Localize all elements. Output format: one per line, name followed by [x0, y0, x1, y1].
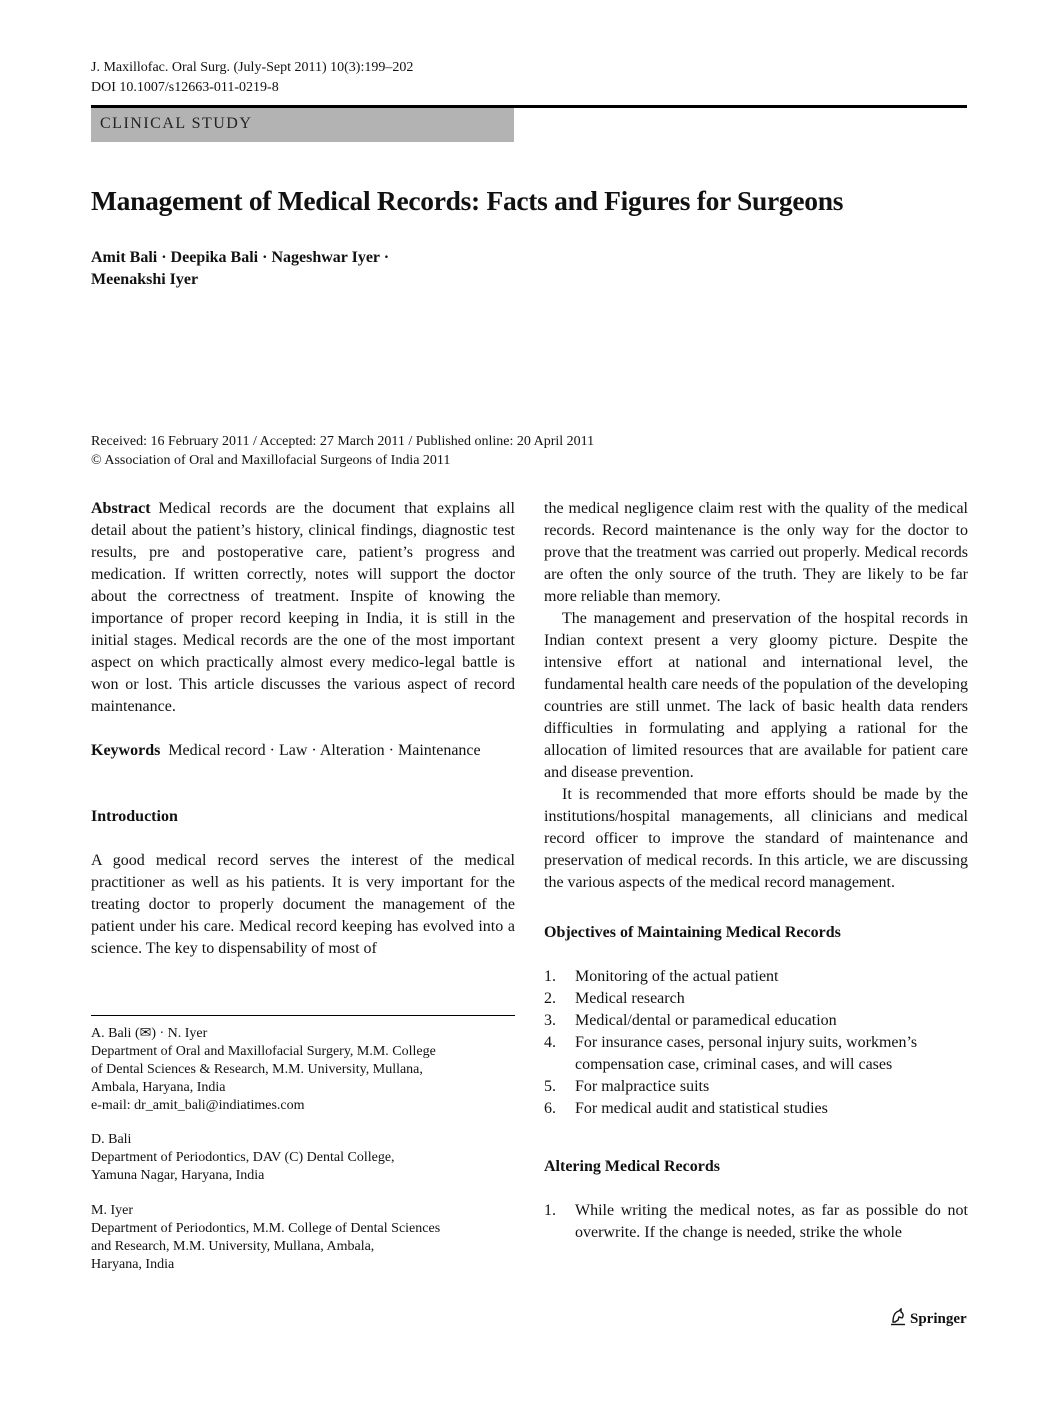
- intro-paragraph-1: A good medical record serves the interest of the medical practitioner as well as his patients. It is very important for the treating doctor to properly document the management of the patient under his care. Medical record keeping has evolved into a science. The key to dispensability of most of: [91, 852, 515, 957]
- abstract-label: Abstract: [91, 500, 151, 517]
- affiliation-2: [91, 1131, 531, 1185]
- affiliation-email[interactable]: e-mail: dr_amit_bali@indiatimes.com: [91, 1098, 305, 1113]
- journal-citation: J. Maxillofac. Oral Surg. (July-Sept 2011) 10(3):199–202: [91, 60, 414, 75]
- section-heading-introduction: Introduction: [91, 808, 178, 825]
- objectives-list: [544, 966, 968, 1120]
- publisher-mark: [890, 1308, 967, 1331]
- history-dates: Received: 16 February 2011 / Accepted: 27 March 2011 / Published online: 20 April 2011: [91, 434, 595, 449]
- left-column: [91, 498, 515, 960]
- intro-paragraph-1-cont: the medical negligence claim rest with the quality of the medical records. Record maintenance is the only way for the doctor to prove that the treatment was carried out properly. Medical records are often the only source of the truth. They are likely to be far more reliable than memory.: [544, 500, 968, 605]
- authors-line-1: Amit Bali · Deepika Bali · Nageshwar Iyer ·: [91, 249, 390, 266]
- affiliation-line: Department of Oral and Maxillofacial Surgery, M.M. College: [91, 1044, 436, 1059]
- right-column: [544, 498, 968, 1244]
- springer-horse-logo-icon: [890, 1308, 906, 1331]
- journal-header: [91, 58, 413, 98]
- affiliation-line: of Dental Sciences & Research, M.M. University, Mullana,: [91, 1062, 423, 1077]
- author-list: [91, 247, 591, 291]
- list-item: 5. For malpractice suits: [544, 1078, 710, 1095]
- list-item: 1. While writing the medical notes, as far as possible do not overwrite. If the change is needed, strike the whole: [544, 1202, 968, 1241]
- copyright: © Association of Oral and Maxillofacial Surgeons of India 2011: [91, 453, 451, 468]
- list-item: 1. Monitoring of the actual patient: [544, 968, 779, 985]
- list-item: 2. Medical research: [544, 990, 685, 1007]
- keywords: [91, 740, 515, 762]
- affiliation-names: M. Iyer: [91, 1203, 133, 1218]
- affiliation-line: Yamuna Nagar, Haryana, India: [91, 1168, 265, 1183]
- affiliation-names: A. Bali (✉) · N. Iyer: [91, 1026, 208, 1041]
- article-category: CLINICAL STUDY: [100, 115, 253, 132]
- list-item: 4. For insurance cases, personal injury suits, workmen’s compensation case, criminal cases, and will cases: [544, 1034, 918, 1073]
- affiliation-1: [91, 1025, 531, 1115]
- keywords-label: Keywords: [91, 742, 161, 759]
- affiliation-names: D. Bali: [91, 1132, 132, 1147]
- abstract-text: Medical records are the document that explains all detail about the patient’s history, clinical findings, diagnostic test results, pre and postoperative care, patient’s progress and medication. If written correctly, notes will support the doctor about the correctness of treatment. Inspite of knowing the importance of proper record keeping in India, it is still in the initial stages. Medical records are the one of the most important aspect on which practically almost every medico-legal battle is won or lost. This article discusses the various aspect of record maintenance.: [91, 500, 515, 715]
- affiliation-line: Department of Periodontics, M.M. College of Dental Sciences: [91, 1221, 441, 1236]
- publisher-name: Springer: [910, 1311, 967, 1327]
- publication-dates: [91, 432, 594, 470]
- intro-paragraph-2: The management and preservation of the hospital records in Indian context present a very gloomy picture. Despite the intensive effort at national and international level, the fundamental health care needs of the population of the developing countries are still unmet. The lack of basic health data renders difficulties in formulating and applying a rational for the allocation of limited resources that are available for patient care and disease prevention.: [544, 610, 968, 781]
- list-item: 6. For medical audit and statistical studies: [544, 1100, 828, 1117]
- altering-list: [544, 1200, 968, 1244]
- abstract: [91, 498, 515, 718]
- list-item: 3. Medical/dental or paramedical education: [544, 1012, 837, 1029]
- affiliation-line: Department of Periodontics, DAV (C) Dental College,: [91, 1150, 395, 1165]
- section-heading-altering: Altering Medical Records: [544, 1158, 720, 1175]
- intro-paragraph-3: It is recommended that more efforts should be made by the institutions/hospital managements, all clinicians and medical record officer to improve the standard of maintenance and preservation of medical records. In this article, we are discussing the various aspects of the medical record management.: [544, 786, 968, 891]
- authors-line-2: Meenakshi Iyer: [91, 271, 199, 288]
- section-heading-objectives: Objectives of Maintaining Medical Records: [544, 924, 841, 941]
- affiliation-line: and Research, M.M. University, Mullana, Ambala,: [91, 1239, 375, 1254]
- article-title: Management of Medical Records: Facts and Figures for Surgeons: [91, 185, 844, 216]
- affiliation-line: Haryana, India: [91, 1257, 175, 1272]
- footnote-rule: [91, 1015, 515, 1016]
- keywords-text: Medical record · Law · Alteration · Maintenance: [168, 742, 481, 759]
- doi: DOI 10.1007/s12663-011-0219-8: [91, 80, 279, 95]
- affiliation-3: [91, 1202, 531, 1274]
- affiliation-line: Ambala, Haryana, India: [91, 1080, 226, 1095]
